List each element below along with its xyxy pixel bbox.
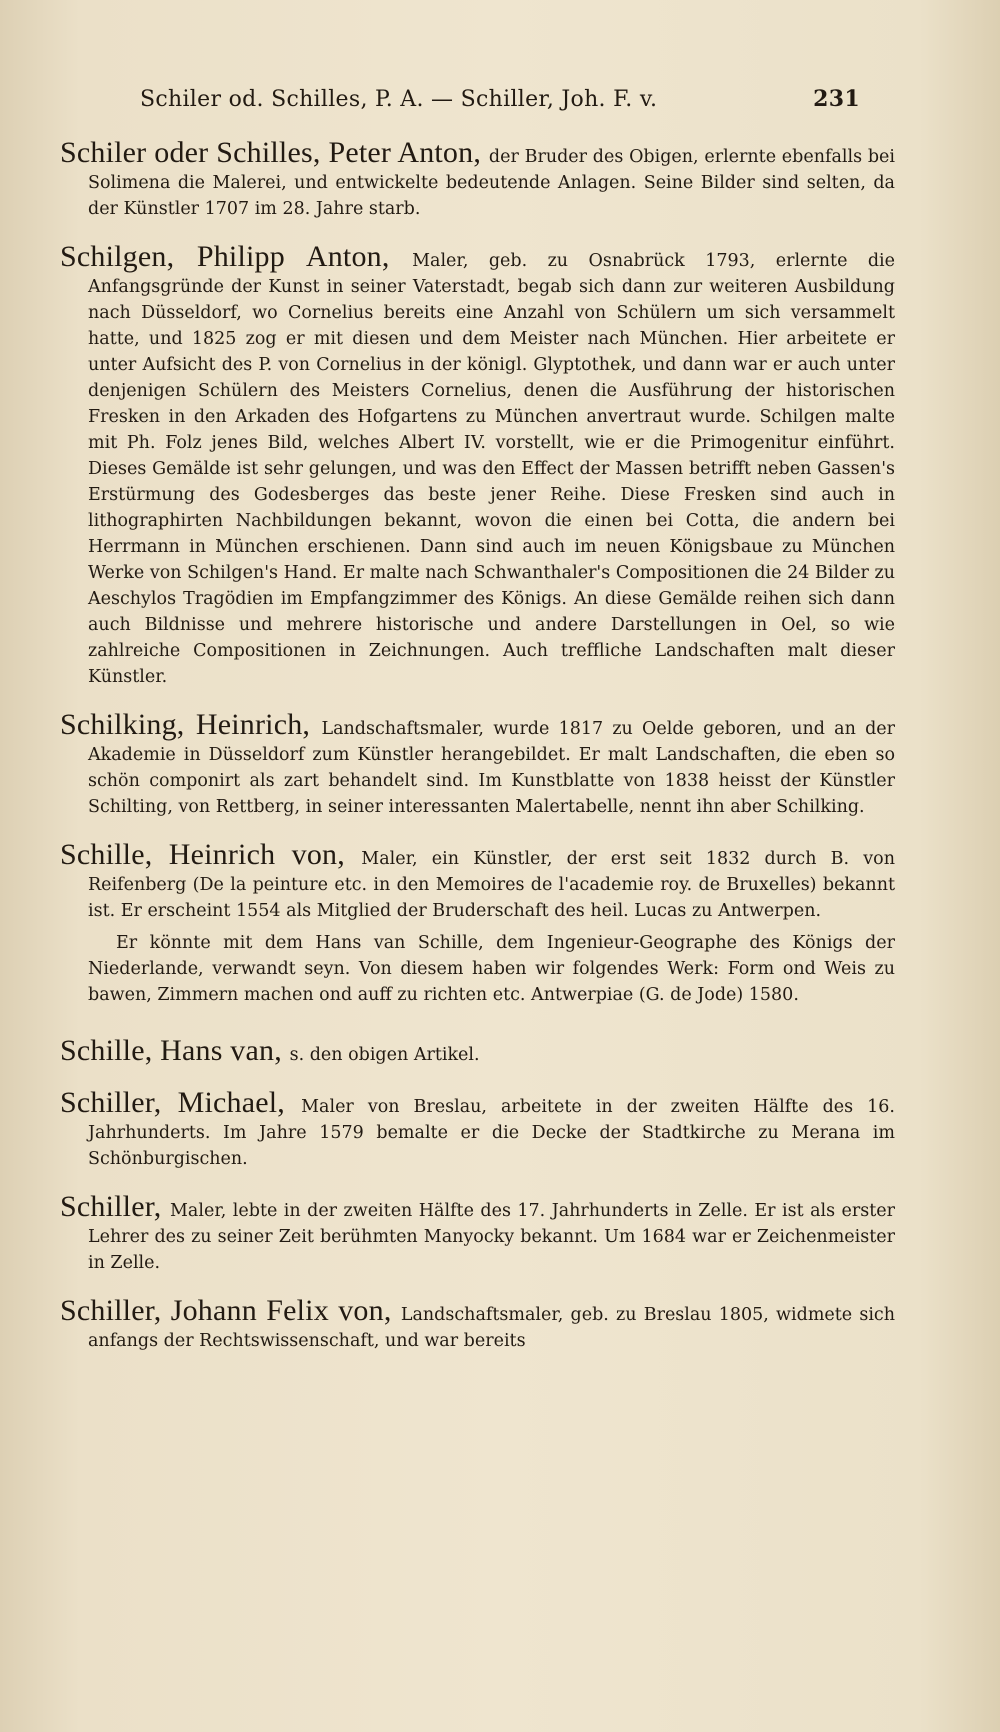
entry-schiller-johann-felix xyxy=(60,1294,895,1354)
entry-text: Landschaftsmaler, geb. zu Breslau 1805, widmete sich anfangs der Rechtswissenschaft, und war bereits xyxy=(88,1305,895,1351)
entry-schiller-michael xyxy=(60,1086,895,1172)
entry-heading: Schiler oder Schilles, Peter Anton, xyxy=(60,136,489,169)
entry-continuation: Er könnte mit dem Hans van Schille, dem Ingenieur-Geographe des Königs der Niederlande, verwandt seyn. Von diesem haben wir folgendes Werk: Form ond Weis zu bawen, Zimmern machen ond auff zu richten etc. Antwerpiae (G. de Jode) 1580. xyxy=(88,933,895,1005)
entry-schiller xyxy=(60,1190,896,1276)
entry-heading: Schiller, Michael, xyxy=(60,1086,302,1119)
entry-heading: Schille, Heinrich von, xyxy=(60,838,362,871)
entry-schille-hans xyxy=(60,1034,895,1068)
entry-heading: Schilking, Heinrich, xyxy=(60,708,322,741)
entry-text: s. den obigen Artikel. xyxy=(289,1045,480,1065)
entry-text: der Bruder des Obigen, erlernte ebenfalls bei Solimena die Malerei, und entwickelte bedeutende Anlagen. Seine Bilder sind selten, da der Künstler 1707 im 28. Jahre starb. xyxy=(88,147,895,219)
entry-heading: Schilgen, Philipp Anton, xyxy=(60,240,413,273)
page-content xyxy=(60,136,896,1376)
page-number: 231 xyxy=(813,86,860,112)
entry-schille-heinrich xyxy=(60,838,895,924)
entry-text: Maler, geb. zu Osnabrück 1793, erlernte die Anfangsgründe der Kunst in seiner Vaterstadt, begab sich dann zur weiteren Ausbildung nach Düsseldorf, wo Cornelius bereits eine Anzahl von Schülern um sich versammelt hatte, und 1825 zog er mit diesen und dem Meister nach München. Hier arbeitete er unter Aufsicht des P. von Cornelius in der königl. Glyptothek, und dann war er auch unter denjenigen Schülern des Meisters Cornelius, denen die Ausführung der historischen Fresken in den Arkaden des Hofgartens zu München anvertraut wurde. Schilgen malte mit Ph. Folz jenes Bild, welches Albert IV. vorstellt, wie er die Primogenitur einführt. Dieses Gemälde ist sehr gelungen, und was den Effect der Massen betrifft neben Gassen's Erstürmung des Godesberges das beste jener Reihe. Diese Fresken sind auch in lithographirten Nachbildungen bekannt, wovon die einen bei Cotta, die andern bei Herrmann in München erschienen. Dann sind auch im neuen Königsbaue zu München Werke von Schilgen's Hand. Er malte nach Schwanthaler's Compositionen die 24 Bilder zu Aeschylos Tragödien im Empfangzimmer des Königs. An diese Gemälde reihen sich dann auch Bildnisse und mehrere historische und andere Darstellungen in Oel, so wie zahlreiche Compositionen in Zeichnungen. Auch treffliche Landschaften malt dieser Künstler. xyxy=(88,251,895,687)
entry-schilking xyxy=(60,708,895,820)
entry-text: Maler von Breslau, arbeitete in der zweiten Hälfte des 16. Jahrhunderts. Im Jahre 1579 bemalte er die Decke der Stadtkirche zu Merana im Schönburgischen. xyxy=(88,1097,895,1169)
entry-heading: Schiller, Johann Felix von, xyxy=(60,1294,401,1327)
entry-heading: Schille, Hans van, xyxy=(60,1034,290,1067)
entry-schilgen xyxy=(60,240,895,690)
entry-text: Maler, lebte in der zweiten Hälfte des 17. Jahrhunderts in Zelle. Er ist als erster Lehrer des zu seiner Zeit berühmten Manyocky bekannt. Um 1684 war er Zeichenmeister in Zelle. xyxy=(88,1201,896,1273)
running-head-title: Schiler od. Schilles, P. A. — Schiller, Joh. F. v. xyxy=(140,87,658,112)
entry-text: Maler, ein Künstler, der erst seit 1832 durch B. von Reifenberg (De la peinture etc. in den Memoires de l'academie roy. de Bruxelles) bekannt ist. Er erscheint 1554 als Mitglied der Bruderschaft des heil. Lucas zu Antwerpen. xyxy=(88,849,895,921)
entry-heading: Schiller, xyxy=(60,1190,171,1223)
entry-text: Landschaftsmaler, wurde 1817 zu Oelde geboren, und an der Akademie in Düsseldorf zum Künstler herangebildet. Er malt Landschaften, die eben so schön componirt als zart behandelt sind. Im Kunstblatte von 1838 heisst der Künstler Schilting, von Rettberg, in seiner interessanten Malertabelle, nennt ihn aber Schilking. xyxy=(88,719,895,817)
running-head xyxy=(140,86,860,112)
entry-schiler xyxy=(60,136,895,222)
